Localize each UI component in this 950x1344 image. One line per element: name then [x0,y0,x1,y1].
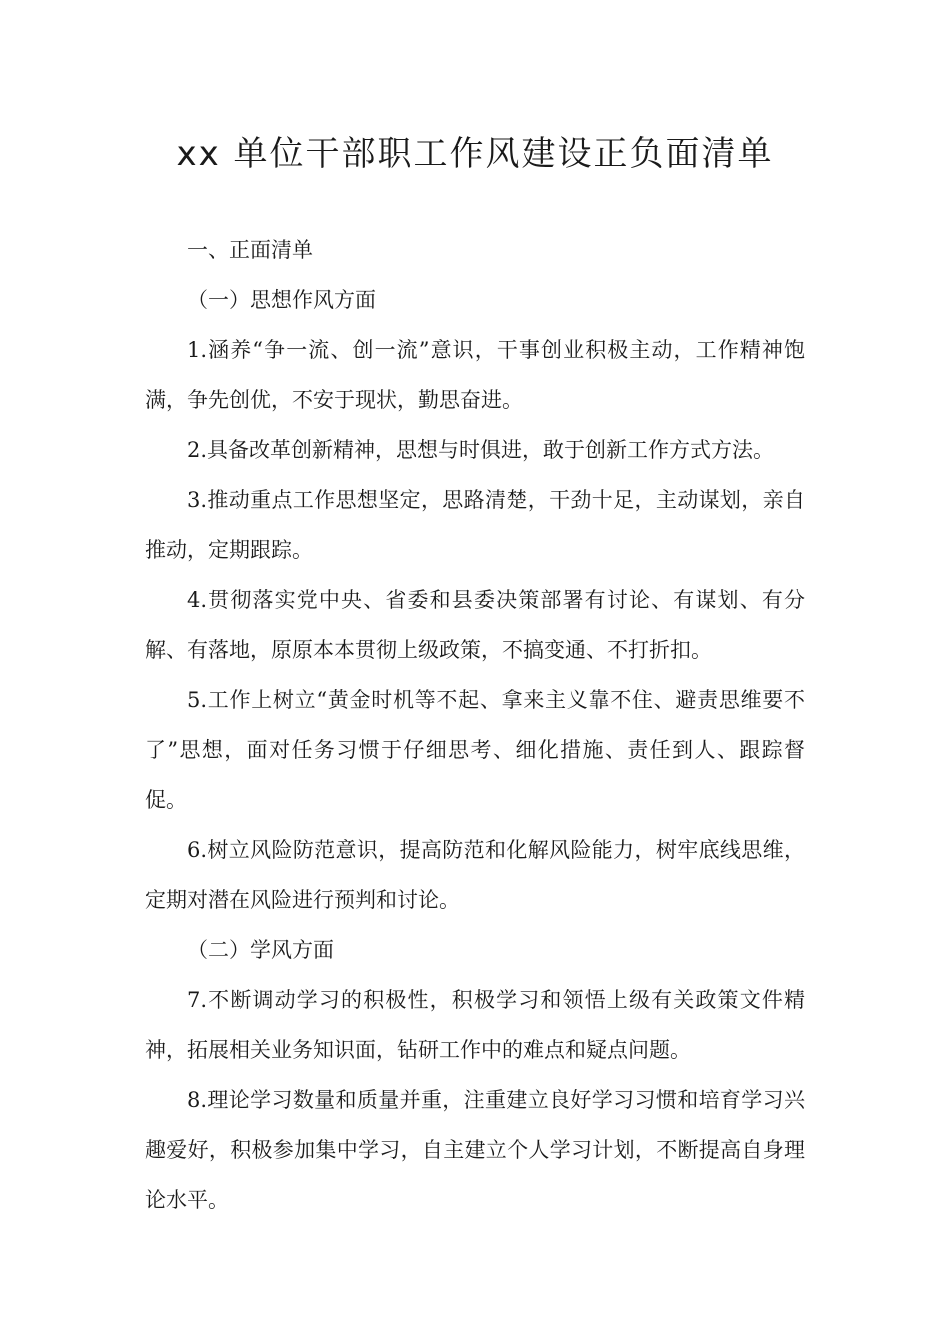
paragraph-item-3: 3.推动重点工作思想坚定，思路清楚，干劲十足，主动谋划，亲自推动，定期跟踪。 [145,488,805,562]
document-body [145,225,805,1225]
document-title: xx 单位干部职工作风建设正负面清单 [176,134,774,174]
section-heading-positive-list: 一、正面清单 [187,238,313,262]
subsection-heading-study: （二）学风方面 [187,938,334,962]
paragraph-item-8: 8.理论学习数量和质量并重，注重建立良好学习习惯和培育学习兴趣爱好，积极参加集中学习，自主建立个人学习计划，不断提高自身理论水平。 [145,1088,805,1212]
paragraph-item-7: 7.不断调动学习的积极性，积极学习和领悟上级有关政策文件精神，拓展相关业务知识面，钻研工作中的难点和疑点问题。 [145,988,805,1062]
paragraph-item-5: 5.工作上树立“黄金时机等不起、拿来主义靠不住、避责思维要不了”思想，面对任务习惯于仔细思考、细化措施、责任到人、跟踪督促。 [145,688,805,812]
paragraph-item-1: 1.涵养“争一流、创一流”意识，干事创业积极主动，工作精神饱满，争先创优，不安于现状，勤思奋进。 [145,338,805,412]
paragraph-item-4: 4.贯彻落实党中央、省委和县委决策部署有讨论、有谋划、有分解、有落地，原原本本贯彻上级政策，不搞变通、不打折扣。 [145,588,805,662]
subsection-heading-ideological: （一）思想作风方面 [187,288,376,312]
paragraph-item-2: 2.具备改革创新精神，思想与时俱进，敢于创新工作方式方法。 [187,438,775,462]
paragraph-item-6: 6.树立风险防范意识，提高防范和化解风险能力，树牢底线思维，定期对潜在风险进行预判和讨论。 [145,838,805,912]
